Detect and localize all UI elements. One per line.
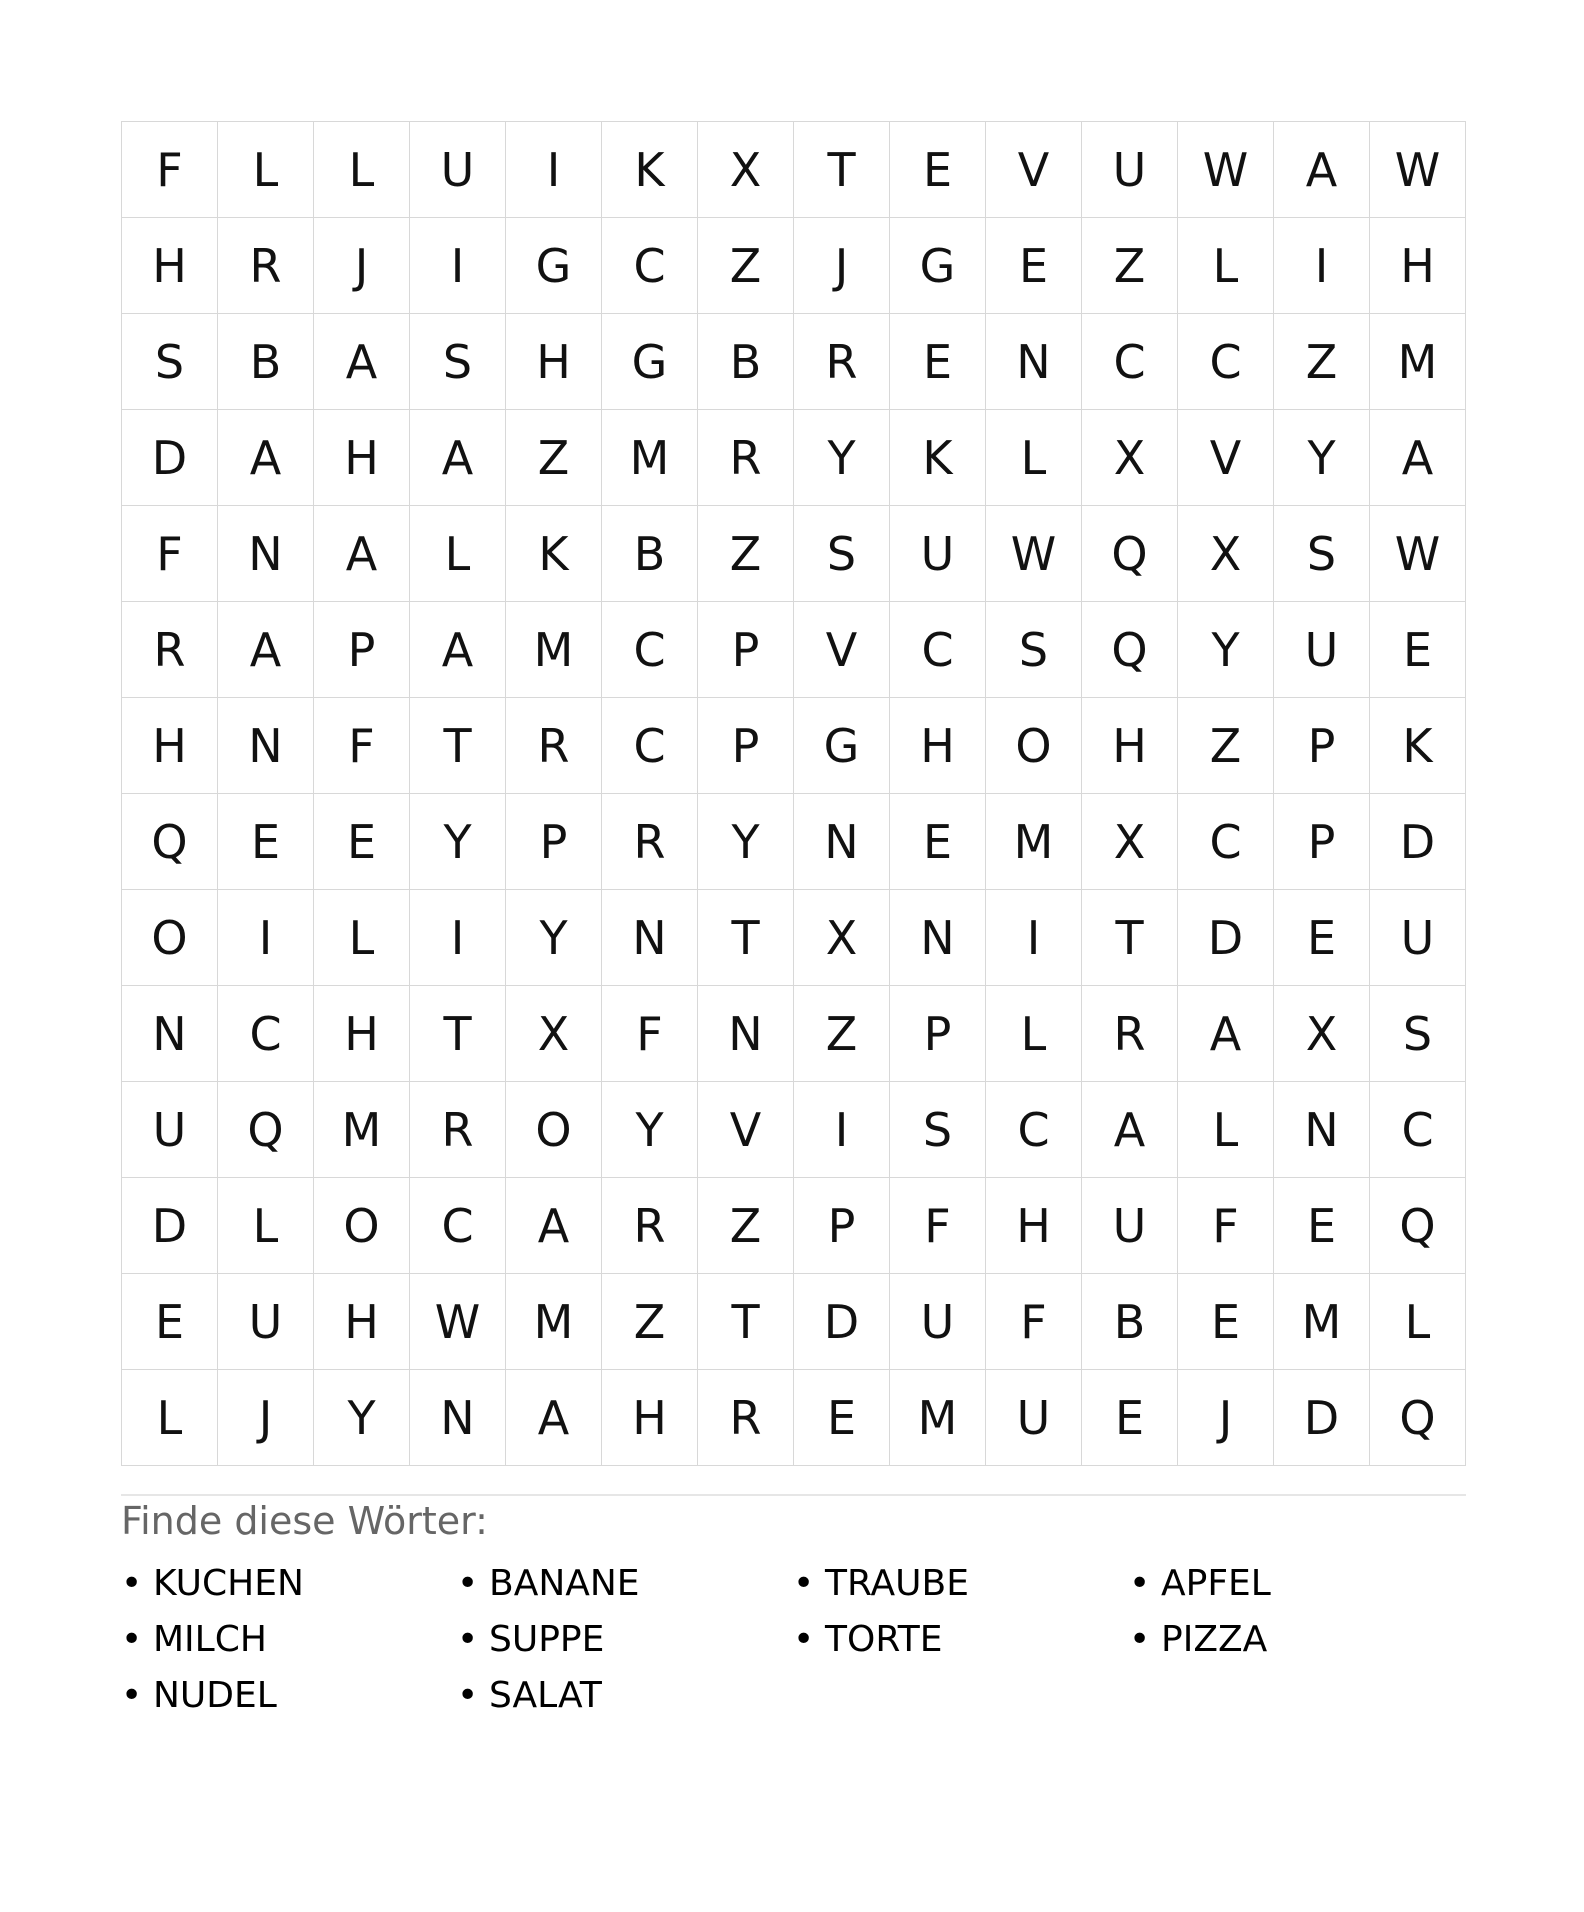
grid-cell[interactable]: F xyxy=(314,698,410,794)
grid-cell[interactable]: L xyxy=(986,986,1082,1082)
bullet-icon: • xyxy=(457,1675,479,1716)
grid-cell[interactable]: V xyxy=(698,1082,794,1178)
word-label: MILCH xyxy=(153,1619,267,1660)
grid-cell[interactable]: V xyxy=(986,122,1082,218)
grid-cell[interactable]: Y xyxy=(1178,602,1274,698)
grid-cell[interactable]: N xyxy=(218,698,314,794)
grid-cell[interactable]: N xyxy=(218,506,314,602)
word-label: PIZZA xyxy=(1161,1619,1268,1660)
word-list-item xyxy=(457,1556,793,1612)
grid-cell[interactable]: V xyxy=(794,602,890,698)
grid-cell[interactable]: J xyxy=(314,218,410,314)
grid-cell[interactable]: N xyxy=(890,890,986,986)
grid-cell[interactable]: L xyxy=(122,1370,218,1466)
grid-cell[interactable]: L xyxy=(314,890,410,986)
word-list-title: Finde diese Wörter: xyxy=(121,1499,488,1543)
grid-cell[interactable]: T xyxy=(698,890,794,986)
grid-cell[interactable]: U xyxy=(1082,122,1178,218)
grid-cell[interactable]: Y xyxy=(794,410,890,506)
grid-cell[interactable]: U xyxy=(122,1082,218,1178)
word-label: TRAUBE xyxy=(825,1563,969,1604)
grid-cell[interactable]: H xyxy=(314,1274,410,1370)
grid-cell[interactable]: Q xyxy=(1082,602,1178,698)
grid-cell[interactable]: X xyxy=(506,986,602,1082)
grid-cell[interactable]: T xyxy=(1082,890,1178,986)
grid-cell[interactable]: N xyxy=(122,986,218,1082)
grid-cell[interactable]: L xyxy=(218,1178,314,1274)
grid-cell[interactable]: C xyxy=(1178,314,1274,410)
grid-cell[interactable]: O xyxy=(314,1178,410,1274)
grid-cell[interactable]: E xyxy=(1274,890,1370,986)
grid-cell[interactable]: G xyxy=(506,218,602,314)
grid-cell[interactable]: Z xyxy=(698,506,794,602)
grid-cell[interactable]: M xyxy=(1370,314,1466,410)
grid-cell[interactable]: V xyxy=(1178,410,1274,506)
grid-cell[interactable]: H xyxy=(314,410,410,506)
grid-cell[interactable]: B xyxy=(218,314,314,410)
grid-cell[interactable]: P xyxy=(1274,698,1370,794)
grid-cell[interactable]: U xyxy=(890,506,986,602)
grid-cell[interactable]: U xyxy=(1274,602,1370,698)
grid-cell[interactable]: W xyxy=(1370,122,1466,218)
grid-cell[interactable]: D xyxy=(794,1274,890,1370)
grid-cell[interactable]: A xyxy=(506,1178,602,1274)
word-list xyxy=(121,1556,1466,1724)
word-list-item xyxy=(457,1668,793,1724)
grid-cell[interactable]: R xyxy=(698,410,794,506)
grid-cell[interactable]: Q xyxy=(1082,506,1178,602)
grid-cell[interactable]: Z xyxy=(1274,314,1370,410)
grid-cell[interactable]: Y xyxy=(1274,410,1370,506)
grid-cell[interactable]: U xyxy=(890,1274,986,1370)
grid-cell[interactable]: Y xyxy=(410,794,506,890)
grid-cell[interactable]: Q xyxy=(122,794,218,890)
grid-cell[interactable]: A xyxy=(1370,410,1466,506)
grid-cell[interactable]: C xyxy=(986,1082,1082,1178)
grid-cell[interactable]: H xyxy=(890,698,986,794)
word-label: APFEL xyxy=(1161,1563,1271,1604)
grid-cell[interactable]: A xyxy=(1274,122,1370,218)
grid-cell[interactable]: D xyxy=(122,410,218,506)
grid-cell[interactable]: O xyxy=(122,890,218,986)
grid-cell[interactable]: U xyxy=(1370,890,1466,986)
grid-cell[interactable]: N xyxy=(698,986,794,1082)
bullet-icon: • xyxy=(121,1675,143,1716)
grid-cell[interactable]: G xyxy=(890,218,986,314)
word-label: SUPPE xyxy=(489,1619,605,1660)
grid-cell[interactable]: H xyxy=(1370,218,1466,314)
grid-cell[interactable]: J xyxy=(1178,1370,1274,1466)
grid-cell[interactable]: C xyxy=(602,602,698,698)
grid-cell[interactable]: X xyxy=(1082,794,1178,890)
grid-cell[interactable]: R xyxy=(218,218,314,314)
grid-cell[interactable]: S xyxy=(794,506,890,602)
grid-cell[interactable]: K xyxy=(1370,698,1466,794)
grid-cell[interactable]: E xyxy=(314,794,410,890)
grid-cell[interactable]: H xyxy=(602,1370,698,1466)
grid-cell[interactable]: D xyxy=(1370,794,1466,890)
grid-cell[interactable]: C xyxy=(1370,1082,1466,1178)
grid-cell[interactable]: W xyxy=(410,1274,506,1370)
grid-cell[interactable]: H xyxy=(986,1178,1082,1274)
grid-cell[interactable]: S xyxy=(1274,506,1370,602)
grid-cell[interactable]: B xyxy=(602,506,698,602)
grid-cell[interactable]: L xyxy=(1370,1274,1466,1370)
grid-cell[interactable]: R xyxy=(410,1082,506,1178)
bullet-icon: • xyxy=(793,1563,815,1604)
bullet-icon: • xyxy=(457,1563,479,1604)
grid-cell[interactable]: P xyxy=(314,602,410,698)
grid-cell[interactable]: W xyxy=(1178,122,1274,218)
grid-cell[interactable]: G xyxy=(794,698,890,794)
grid-cell[interactable]: G xyxy=(602,314,698,410)
grid-cell[interactable]: X xyxy=(1178,506,1274,602)
grid-cell[interactable]: A xyxy=(410,410,506,506)
grid-cell[interactable]: M xyxy=(506,602,602,698)
grid-cell[interactable]: U xyxy=(410,122,506,218)
grid-cell[interactable]: N xyxy=(410,1370,506,1466)
grid-cell[interactable]: M xyxy=(602,410,698,506)
grid-cell[interactable]: Z xyxy=(1178,698,1274,794)
grid-cell[interactable]: E xyxy=(986,218,1082,314)
word-list-item xyxy=(121,1556,457,1612)
grid-cell[interactable]: E xyxy=(1274,1178,1370,1274)
word-label: TORTE xyxy=(825,1619,943,1660)
grid-cell[interactable]: K xyxy=(602,122,698,218)
grid-cell[interactable]: M xyxy=(506,1274,602,1370)
grid-cell[interactable]: M xyxy=(1274,1274,1370,1370)
grid-cell[interactable]: S xyxy=(1370,986,1466,1082)
grid-cell[interactable]: A xyxy=(410,602,506,698)
grid-cell[interactable]: E xyxy=(1370,602,1466,698)
grid-cell[interactable]: H xyxy=(314,986,410,1082)
grid-cell[interactable]: A xyxy=(506,1370,602,1466)
word-list-item xyxy=(121,1668,457,1724)
grid-cell[interactable]: E xyxy=(1178,1274,1274,1370)
grid-cell[interactable]: A xyxy=(218,410,314,506)
grid-cell[interactable]: I xyxy=(410,890,506,986)
grid-cell[interactable]: C xyxy=(602,218,698,314)
grid-cell[interactable]: F xyxy=(986,1274,1082,1370)
grid-cell[interactable]: T xyxy=(410,986,506,1082)
grid-cell[interactable]: U xyxy=(986,1370,1082,1466)
word-list-item xyxy=(1129,1556,1465,1612)
grid-cell[interactable]: E xyxy=(794,1370,890,1466)
grid-cell[interactable]: M xyxy=(314,1082,410,1178)
grid-cell[interactable]: F xyxy=(122,122,218,218)
grid-cell[interactable]: I xyxy=(794,1082,890,1178)
grid-cell[interactable]: Z xyxy=(602,1274,698,1370)
grid-cell[interactable]: S xyxy=(122,314,218,410)
grid-cell[interactable]: Z xyxy=(794,986,890,1082)
grid-cell[interactable]: F xyxy=(890,1178,986,1274)
bullet-icon: • xyxy=(1129,1619,1151,1660)
word-label: NUDEL xyxy=(153,1675,277,1716)
grid-cell[interactable]: L xyxy=(986,410,1082,506)
grid-cell[interactable]: T xyxy=(794,122,890,218)
grid-cell[interactable]: D xyxy=(1274,1370,1370,1466)
grid-cell[interactable]: L xyxy=(218,122,314,218)
word-list-item xyxy=(457,1612,793,1668)
grid-cell[interactable]: P xyxy=(1274,794,1370,890)
word-list-item xyxy=(121,1612,457,1668)
word-search-grid xyxy=(121,121,1466,1466)
grid-cell[interactable]: B xyxy=(1082,1274,1178,1370)
grid-cell[interactable]: C xyxy=(1082,314,1178,410)
grid-cell[interactable]: F xyxy=(122,506,218,602)
grid-cell[interactable]: C xyxy=(410,1178,506,1274)
word-label: KUCHEN xyxy=(153,1563,304,1604)
grid-cell[interactable]: E xyxy=(890,794,986,890)
grid-cell[interactable]: R xyxy=(1082,986,1178,1082)
grid-cell[interactable]: M xyxy=(986,794,1082,890)
grid-cell[interactable]: O xyxy=(506,1082,602,1178)
grid-cell[interactable]: X xyxy=(1082,410,1178,506)
grid-cell[interactable]: U xyxy=(218,1274,314,1370)
grid-cell[interactable]: K xyxy=(506,506,602,602)
grid-cell[interactable]: A xyxy=(218,602,314,698)
grid-cell[interactable]: S xyxy=(890,1082,986,1178)
grid-cell[interactable]: P xyxy=(506,794,602,890)
grid-cell[interactable]: I xyxy=(1274,218,1370,314)
grid-cell[interactable]: T xyxy=(698,1274,794,1370)
grid-cell[interactable]: M xyxy=(890,1370,986,1466)
grid-cell[interactable]: Y xyxy=(602,1082,698,1178)
grid-cell[interactable]: N xyxy=(1274,1082,1370,1178)
grid-cell[interactable]: R xyxy=(602,794,698,890)
grid-cell[interactable]: U xyxy=(1082,1178,1178,1274)
grid-cell[interactable]: F xyxy=(1178,1178,1274,1274)
bullet-icon: • xyxy=(1129,1563,1151,1604)
grid-cell[interactable]: J xyxy=(218,1370,314,1466)
grid-cell[interactable]: Y xyxy=(698,794,794,890)
grid-cell[interactable]: R xyxy=(794,314,890,410)
grid-cell[interactable]: I xyxy=(218,890,314,986)
bullet-icon: • xyxy=(793,1619,815,1660)
grid-cell[interactable]: A xyxy=(1082,1082,1178,1178)
grid-cell[interactable]: R xyxy=(698,1370,794,1466)
grid-cell[interactable]: X xyxy=(794,890,890,986)
bullet-icon: • xyxy=(121,1563,143,1604)
grid-cell[interactable]: E xyxy=(122,1274,218,1370)
word-label: SALAT xyxy=(489,1675,602,1716)
word-label: BANANE xyxy=(489,1563,640,1604)
grid-cell[interactable]: T xyxy=(410,698,506,794)
grid-cell[interactable]: W xyxy=(1370,506,1466,602)
grid-cell[interactable]: J xyxy=(794,218,890,314)
grid-cell[interactable]: D xyxy=(122,1178,218,1274)
grid-cell[interactable]: Q xyxy=(218,1082,314,1178)
grid-cell[interactable]: L xyxy=(1178,218,1274,314)
grid-cell[interactable]: H xyxy=(506,314,602,410)
grid-cell[interactable]: E xyxy=(890,314,986,410)
grid-cell[interactable]: Z xyxy=(698,1178,794,1274)
grid-cell[interactable]: H xyxy=(1082,698,1178,794)
grid-cell[interactable]: B xyxy=(698,314,794,410)
grid-cell[interactable]: Y xyxy=(506,890,602,986)
grid-cell[interactable]: Z xyxy=(1082,218,1178,314)
grid-cell[interactable]: C xyxy=(602,698,698,794)
grid-cell[interactable]: L xyxy=(314,122,410,218)
grid-cell[interactable]: N xyxy=(986,314,1082,410)
grid-cell[interactable]: S xyxy=(410,314,506,410)
grid-cell[interactable]: A xyxy=(314,506,410,602)
grid-cell[interactable]: R xyxy=(122,602,218,698)
grid-cell[interactable]: F xyxy=(602,986,698,1082)
grid-cell[interactable]: P xyxy=(698,602,794,698)
word-list-item xyxy=(793,1612,1129,1668)
grid-cell[interactable]: A xyxy=(314,314,410,410)
grid-cell[interactable]: X xyxy=(1274,986,1370,1082)
grid-cell[interactable]: R xyxy=(506,698,602,794)
grid-cell[interactable]: Z xyxy=(698,218,794,314)
grid-cell[interactable]: E xyxy=(890,122,986,218)
grid-cell[interactable]: O xyxy=(986,698,1082,794)
grid-cell[interactable]: X xyxy=(698,122,794,218)
grid-cell[interactable]: E xyxy=(1082,1370,1178,1466)
grid-cell[interactable]: P xyxy=(794,1178,890,1274)
grid-cell[interactable]: S xyxy=(986,602,1082,698)
grid-cell[interactable]: E xyxy=(218,794,314,890)
grid-cell[interactable]: I xyxy=(506,122,602,218)
grid-cell[interactable]: P xyxy=(890,986,986,1082)
grid-cell[interactable]: D xyxy=(1178,890,1274,986)
grid-cell[interactable]: L xyxy=(1178,1082,1274,1178)
grid-cell[interactable]: C xyxy=(1178,794,1274,890)
grid-cell[interactable]: Z xyxy=(506,410,602,506)
grid-cell[interactable]: A xyxy=(1178,986,1274,1082)
word-list-item xyxy=(793,1556,1129,1612)
grid-cell[interactable]: Q xyxy=(1370,1178,1466,1274)
grid-cell[interactable]: R xyxy=(602,1178,698,1274)
word-list-item xyxy=(1129,1612,1465,1668)
grid-cell[interactable]: L xyxy=(410,506,506,602)
grid-cell[interactable]: H xyxy=(122,698,218,794)
grid-cell[interactable]: Y xyxy=(314,1370,410,1466)
grid-cell[interactable]: I xyxy=(410,218,506,314)
bullet-icon: • xyxy=(457,1619,479,1660)
grid-cell[interactable]: C xyxy=(218,986,314,1082)
divider xyxy=(121,1494,1466,1496)
grid-cell[interactable]: H xyxy=(122,218,218,314)
grid-cell[interactable]: W xyxy=(986,506,1082,602)
bullet-icon: • xyxy=(121,1619,143,1660)
grid-cell[interactable]: P xyxy=(698,698,794,794)
grid-cell[interactable]: Q xyxy=(1370,1370,1466,1466)
grid-cell[interactable]: K xyxy=(890,410,986,506)
grid-cell[interactable]: N xyxy=(602,890,698,986)
grid-cell[interactable]: C xyxy=(890,602,986,698)
grid-cell[interactable]: N xyxy=(794,794,890,890)
grid-cell[interactable]: I xyxy=(986,890,1082,986)
